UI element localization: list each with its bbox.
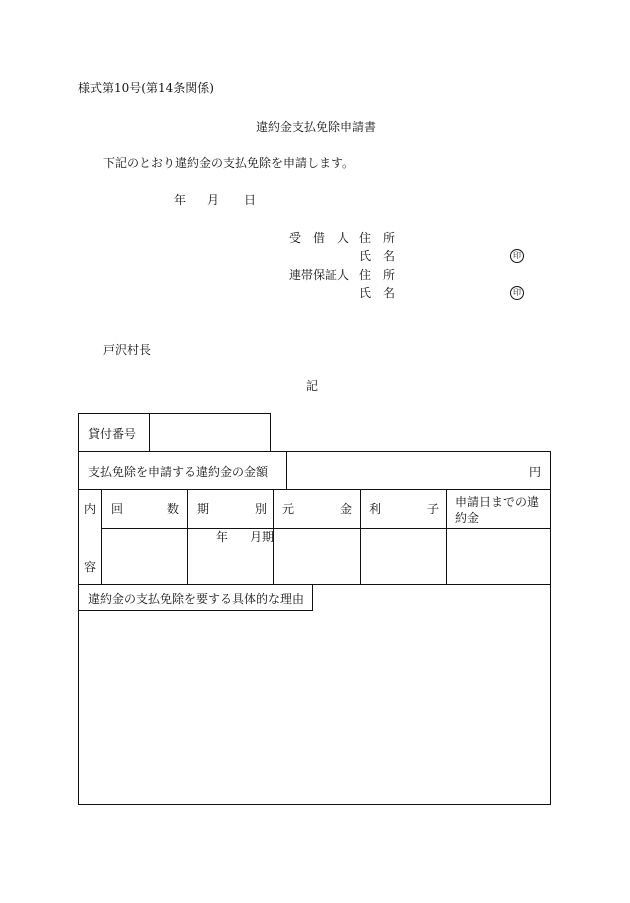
date-day-label: 日 xyxy=(244,193,257,207)
borrower-name-label-1: 氏 xyxy=(359,249,372,263)
col-interest-label-2: 子 xyxy=(427,502,440,516)
period-month-label: 月期 xyxy=(250,530,275,544)
document-title: 違約金支払免除申請書 xyxy=(256,120,377,134)
period-year-label: 年 xyxy=(216,530,229,544)
guarantor-name-label-1: 氏 xyxy=(359,286,372,300)
form-number: 様式第10号(第14条関係) xyxy=(78,81,214,95)
col-principal-label-2: 金 xyxy=(340,502,353,516)
col-count-label-1: 回 xyxy=(111,502,124,516)
guarantor-name-label-2: 名 xyxy=(383,286,396,300)
borrower-label-char-1: 受 xyxy=(289,231,302,245)
borrower-address-label-1: 住 xyxy=(359,231,372,245)
guarantor-address-label-1: 住 xyxy=(359,268,372,282)
amount-label: 支払免除を申請する違約金の金額 xyxy=(88,465,269,479)
guarantor-label: 連帯保証人 xyxy=(289,268,350,282)
col-period-label-2: 別 xyxy=(255,502,268,516)
col-period-label-1: 期 xyxy=(197,502,210,516)
content-label-bottom: 容 xyxy=(84,560,97,574)
amount-unit: 円 xyxy=(529,465,542,479)
col-principal-label-1: 元 xyxy=(282,502,295,516)
loan-number-label: 貸付番号 xyxy=(88,427,137,441)
guarantor-address-label-2: 所 xyxy=(383,268,396,282)
addressee: 戸沢村長 xyxy=(103,343,152,357)
content-label-top: 内 xyxy=(84,502,97,516)
date-month-label: 月 xyxy=(207,193,220,207)
col-penalty-label-line2: 約金 xyxy=(455,511,480,525)
borrower-label-char-2: 借 xyxy=(313,231,326,245)
intro-text: 下記のとおり違約金の支払免除を申請します。 xyxy=(103,156,355,170)
record-heading: 記 xyxy=(306,379,319,393)
borrower-seal-icon: 印 xyxy=(510,249,524,263)
borrower-label-char-3: 人 xyxy=(337,231,350,245)
col-count-label-2: 数 xyxy=(167,502,180,516)
reason-label: 違約金の支払免除を要する具体的な理由 xyxy=(88,592,305,606)
guarantor-seal-icon: 印 xyxy=(510,286,524,300)
col-interest-label-1: 利 xyxy=(369,502,382,516)
borrower-name-label-2: 名 xyxy=(383,249,396,263)
col-penalty-label-line1: 申請日までの違 xyxy=(455,495,540,509)
date-year-label: 年 xyxy=(174,193,187,207)
borrower-address-label-2: 所 xyxy=(383,231,396,245)
